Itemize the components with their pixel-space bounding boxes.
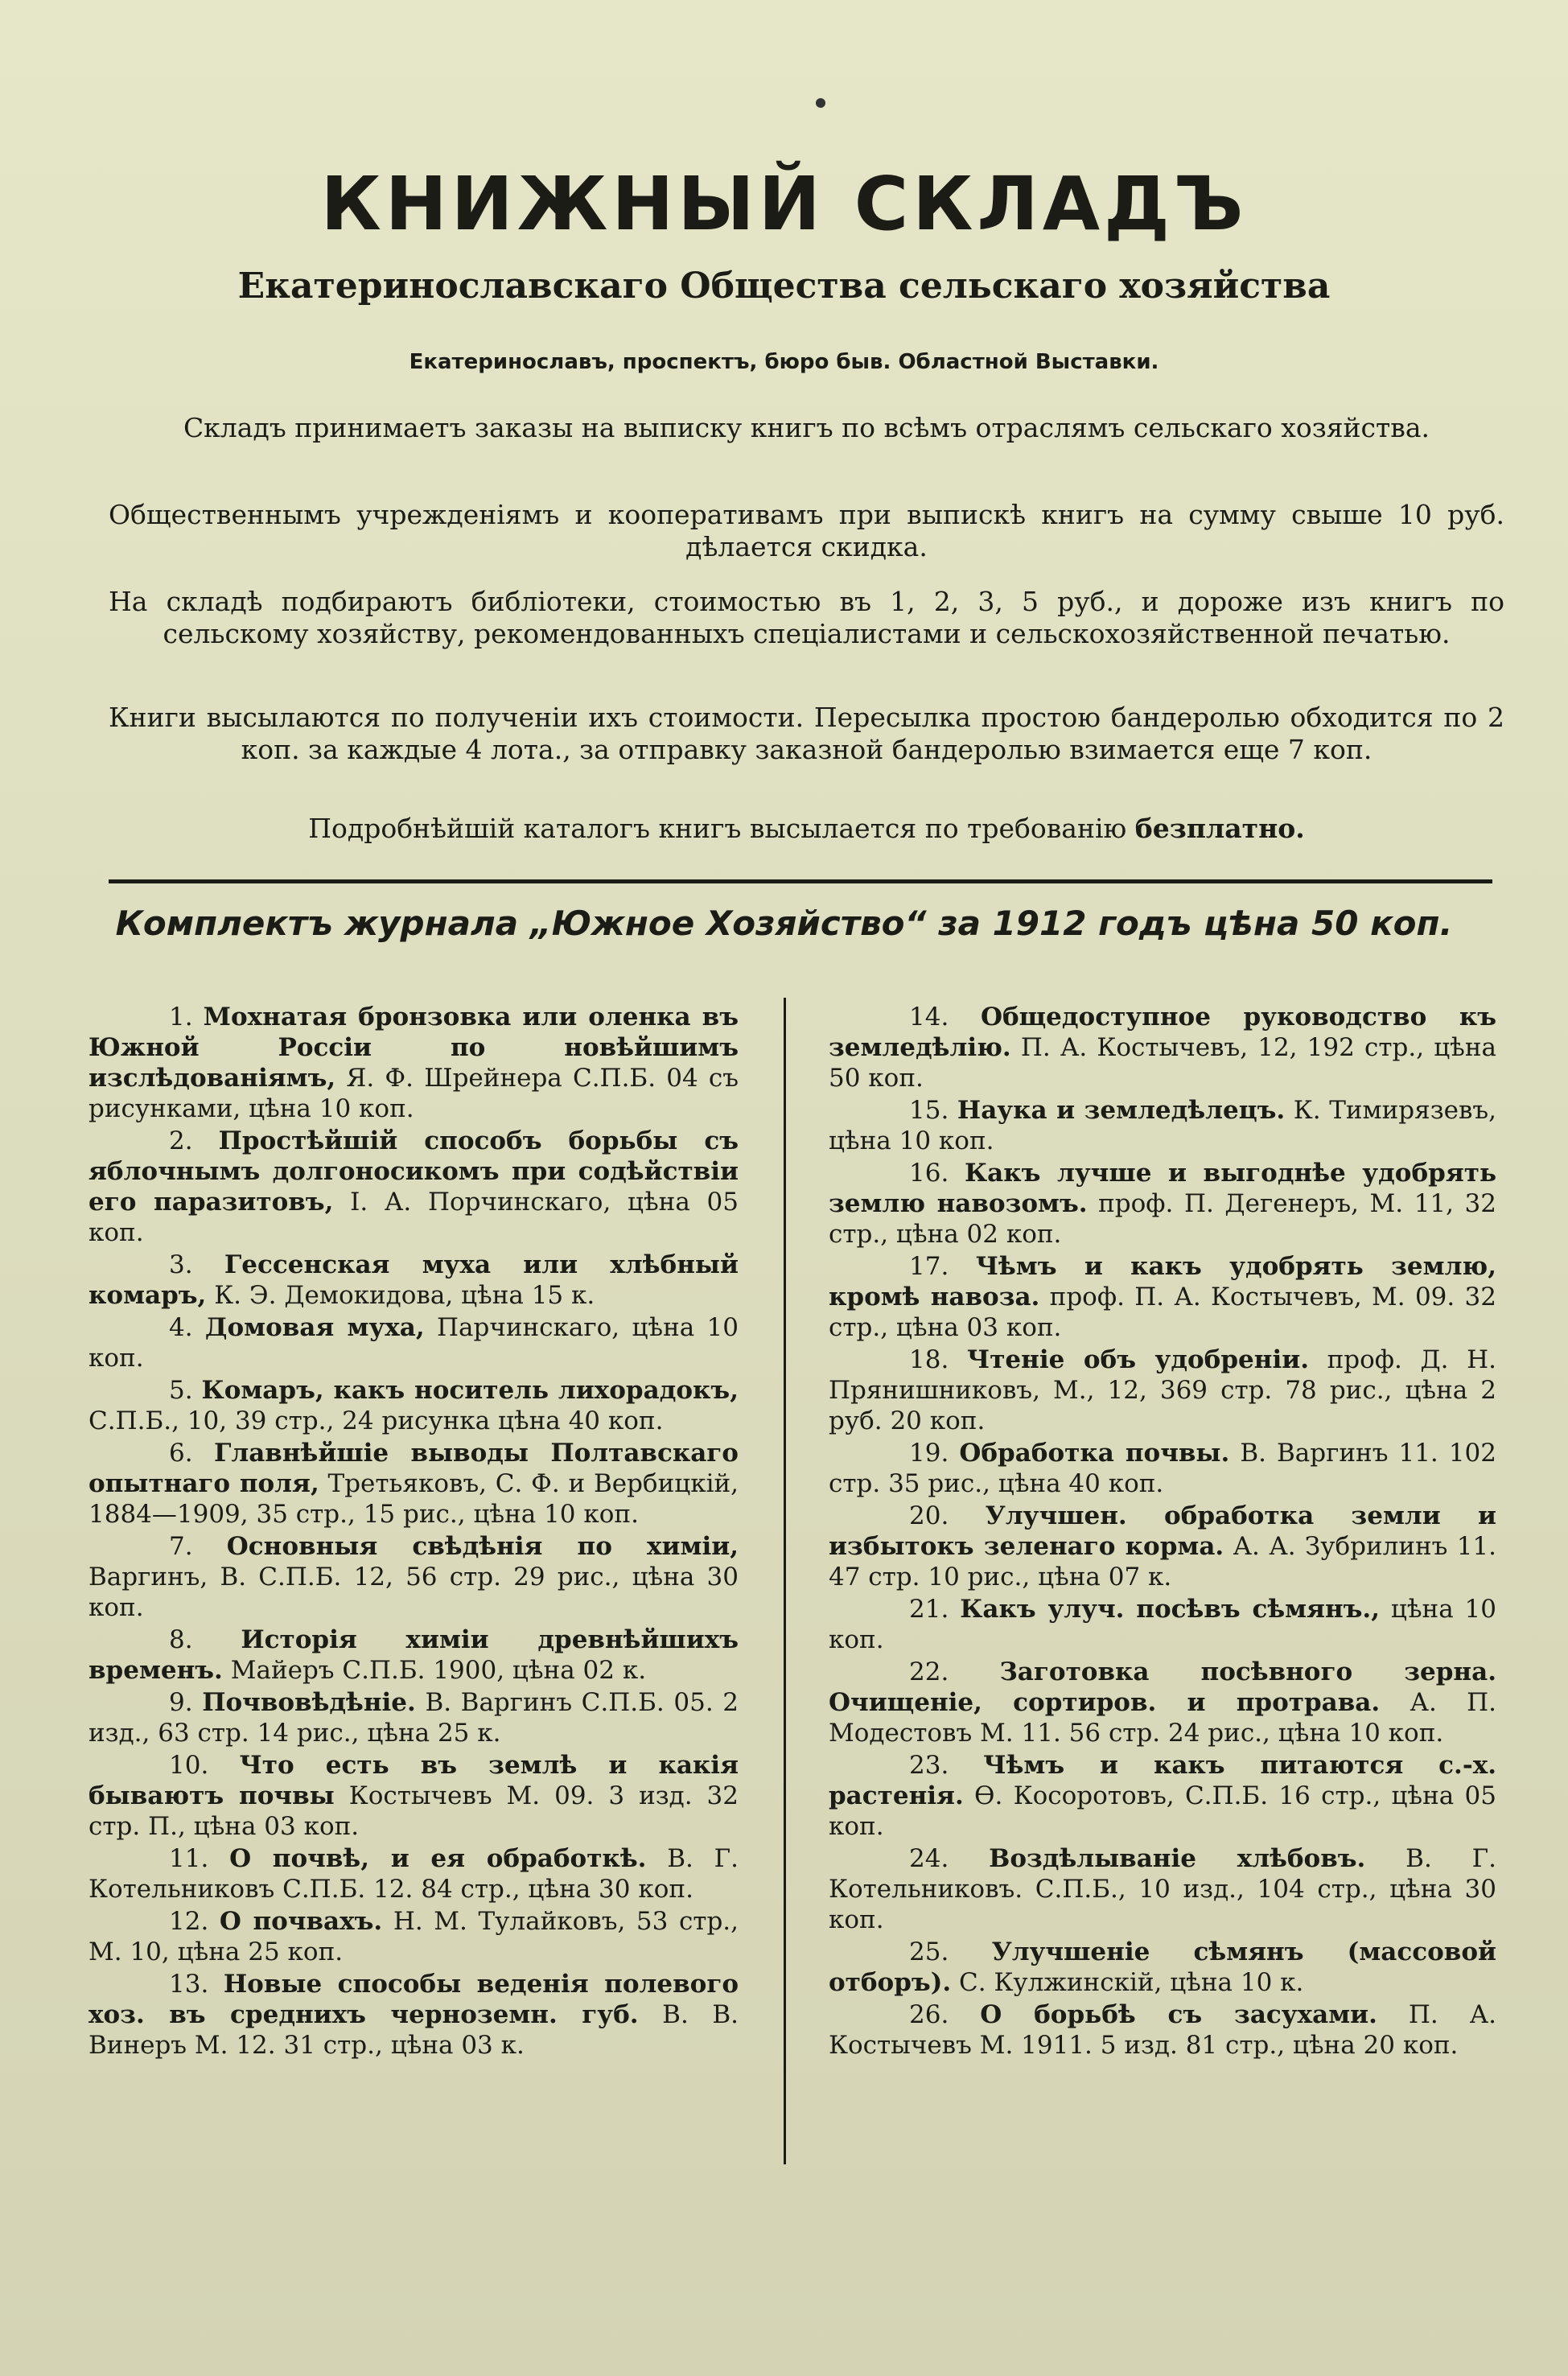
paragraph-discount: Общественнымъ учрежденіямъ и кооперативамъ при выпискѣ книгъ на сумму свыше 10 руб. дѣлается скидка.: [109, 499, 1504, 562]
book-details: Парчинскаго, цѣна 10 коп.: [88, 1313, 739, 1373]
ink-dot: [816, 98, 825, 108]
book-number: 1.: [169, 1003, 193, 1032]
book-details: В. Варгинъ 11. 102 стр. 35 рис., цѣна 40 коп.: [829, 1439, 1496, 1498]
book-details: Варгинъ, В. С.П.Б. 12, 56 стр. 29 рис., цѣна 30 коп.: [88, 1563, 739, 1622]
book-item: [88, 1375, 739, 1436]
book-details: проф. П. Дегенеръ, М. 11, 32 стр., цѣна 02 коп.: [829, 1189, 1496, 1249]
book-title: Чѣмъ и какъ питаются с.-х. растенія.: [829, 1751, 1496, 1810]
book-title: Улучшен. обработка земли и избытокъ зеленаго корма.: [829, 1501, 1496, 1561]
book-number: 16.: [909, 1159, 949, 1188]
book-title: О почвѣ, и ея обработкѣ.: [229, 1844, 647, 1873]
book-title: Исторія химіи древнѣйшихъ временъ.: [88, 1625, 739, 1685]
book-item: [829, 1843, 1496, 1935]
book-title: О борьбѣ съ засухами.: [980, 2000, 1377, 2029]
book-details: П. А. Костычевъ М. 1911. 5 изд. 81 стр., цѣна 20 коп.: [829, 2000, 1497, 2060]
book-title: Чѣмъ и какъ удобрять землю, кромѣ навоза.: [829, 1252, 1496, 1312]
paragraph-libraries: На складѣ подбираютъ библіотеки, стоимостью въ 1, 2, 3, 5 руб., и дороже изъ книгъ по сельскому хозяйству, рекомендованныхъ спеціалистами и сельскохозяйственной печатью.: [109, 586, 1504, 649]
book-item: [88, 1906, 739, 1967]
book-item: [88, 1312, 739, 1373]
book-details: Я. Ф. Шрейнера С.П.Б. 04 съ рисунками, цѣна 10 коп.: [88, 1064, 739, 1123]
book-item: [829, 1999, 1496, 2061]
book-details: проф. П. А. Костычевъ, М. 09. 32 стр., цѣна 03 коп.: [829, 1283, 1496, 1342]
society-name: Екатеринославскаго Общества сельскаго хозяйства: [237, 266, 1331, 307]
book-details: С. Кулжинскій, цѣна 10 к.: [959, 1968, 1304, 1997]
book-number: 6.: [169, 1439, 193, 1468]
book-number: 22.: [909, 1657, 949, 1686]
book-number: 15.: [909, 1096, 949, 1125]
book-number: 11.: [169, 1844, 209, 1873]
book-number: 23.: [909, 1751, 949, 1780]
paragraph-orders: Складъ принимаетъ заказы на выписку книгъ по всѣмъ отраслямъ сельскаго хозяйства.: [183, 412, 1430, 443]
book-title: Что есть въ землѣ и какія бываютъ почвы: [88, 1751, 739, 1810]
book-title: Простѣйшій способъ борьбы съ яблочнымъ долгоносикомъ при содѣйствіи его паразитовъ,: [88, 1126, 739, 1217]
book-title: Домовая муха,: [204, 1313, 425, 1342]
book-title: Какъ лучше и выгоднѣе удобрять землю навозомъ.: [829, 1159, 1496, 1218]
book-number: 2.: [169, 1126, 193, 1155]
book-item: [829, 1657, 1496, 1748]
book-title: Наука и земледѣлецъ.: [957, 1096, 1286, 1125]
book-item: [88, 1969, 739, 2061]
paragraph-shipping: Книги высылаются по полученіи ихъ стоимости. Пересылка простою бандеролью обходится по 2 коп. за каждые 4 лота., за отправку заказной бандеролью взимается еще 7 коп.: [109, 702, 1504, 765]
book-details: К. Э. Демокидова, цѣна 15 к.: [214, 1281, 595, 1310]
address-line: Екатеринославъ, проспектъ, бюро быв. Областной Выставки.: [409, 350, 1159, 374]
catalog-note-text: Подробнѣйшій каталогъ книгъ высылается по требованію: [308, 813, 1127, 844]
book-details: проф. Д. Н. Прянишниковъ, М., 12, 369 стр. 78 рис., цѣна 2 руб. 20 коп.: [829, 1345, 1497, 1435]
book-title: Воздѣлываніе хлѣбовъ.: [989, 1844, 1366, 1873]
book-item: [88, 1126, 739, 1248]
paragraph-catalog: [109, 813, 1504, 845]
book-title: Основныя свѣдѣнія по химіи,: [226, 1532, 739, 1561]
book-number: 25.: [909, 1937, 949, 1966]
page-title: КНИЖНЫЙ СКЛАДЪ: [320, 161, 1248, 247]
book-title: О почвахъ.: [219, 1907, 383, 1936]
book-details: В. Г. Котельниковъ С.П.Б. 12. 84 стр., цѣна 30 коп.: [88, 1844, 739, 1904]
book-item: [829, 1095, 1496, 1156]
catalog-note-emphasis: безплатно.: [1134, 813, 1305, 844]
book-item: [88, 1002, 739, 1124]
book-details: В. Варгинъ С.П.Б. 05. 2 изд., 63 стр. 14 рис., цѣна 25 к.: [88, 1688, 739, 1748]
book-details: Третьяковъ, С. Ф. и Вербицкій, 1884—1909, 35 стр., 15 рис., цѣна 10 коп.: [88, 1469, 739, 1529]
book-number: 17.: [909, 1252, 949, 1281]
book-details: А. П. Модестовъ М. 11. 56 стр. 24 рис., цѣна 10 коп.: [829, 1688, 1496, 1748]
book-number: 7.: [169, 1532, 193, 1561]
book-item: [88, 1250, 739, 1311]
book-title: Какъ улуч. посѣвъ сѣмянъ.,: [960, 1595, 1381, 1624]
book-title: Главнѣйшіе выводы Полтавскаго опытнаго поля,: [88, 1439, 739, 1498]
book-item: [829, 1438, 1496, 1499]
book-title: Мохнатая бронзовка или оленка въ Южной Россіи по новѣйшимъ изслѣдованіямъ,: [88, 1003, 739, 1093]
book-number: 24.: [909, 1844, 949, 1873]
book-title: Заготовка посѣвного зерна. Очищеніе, сортиров. и протрава.: [829, 1657, 1496, 1717]
book-details: Ѳ. Косоротовъ, С.П.Б. 16 стр., цѣна 05 коп.: [829, 1781, 1497, 1841]
book-item: [88, 1438, 739, 1530]
book-title: Гессенская муха или хлѣбный комаръ,: [88, 1250, 739, 1310]
book-item: [829, 1344, 1496, 1436]
book-list-left: [88, 1002, 739, 2062]
book-list-right: [829, 1002, 1496, 2062]
book-details: В. В. Винеръ М. 12. 31 стр., цѣна 03 к.: [88, 2000, 739, 2060]
book-number: 13.: [169, 1970, 209, 1999]
column-divider: [784, 998, 786, 2164]
book-details: С.П.Б., 10, 39 стр., 24 рисунка цѣна 40 коп.: [88, 1406, 664, 1435]
book-details: А. А. Зубрилинъ 11. 47 стр. 10 рис., цѣна 07 к.: [829, 1532, 1496, 1592]
book-details: П. А. Костычевъ, 12, 192 стр., цѣна 50 коп.: [829, 1033, 1496, 1093]
book-number: 5.: [169, 1376, 193, 1405]
book-item: [829, 1750, 1496, 1842]
book-item: [829, 1251, 1496, 1343]
book-item: [829, 1158, 1496, 1250]
book-item: [88, 1531, 739, 1623]
book-title: Почвовѣдѣніе.: [202, 1688, 416, 1717]
book-item: [829, 1937, 1496, 1998]
book-number: 4.: [169, 1313, 193, 1342]
section-divider: [109, 879, 1492, 883]
book-number: 19.: [909, 1439, 949, 1468]
book-title: Улучшеніе сѣмянъ (массовой отборъ).: [829, 1937, 1496, 1997]
book-details: Костычевъ М. 09. 3 изд. 32 стр. П., цѣна 03 коп.: [88, 1781, 739, 1841]
book-details: цѣна 10 коп.: [829, 1595, 1496, 1654]
book-number: 26.: [909, 2000, 949, 2029]
book-number: 10.: [169, 1751, 209, 1780]
book-item: [829, 1594, 1496, 1655]
book-title: Новые способы веденія полевого хоз. въ среднихъ черноземн. губ.: [88, 1970, 739, 2029]
book-title: Обработка почвы.: [959, 1439, 1230, 1468]
book-details: В. Г. Котельниковъ. С.П.Б., 10 изд., 104 стр., цѣна 30 коп.: [829, 1844, 1496, 1934]
book-details: Н. М. Тулайковъ, 53 стр., М. 10, цѣна 25 коп.: [88, 1907, 739, 1966]
book-title: Комаръ, какъ носитель лихорадокъ,: [201, 1376, 739, 1405]
journal-heading: Комплектъ журнала „Южное Хозяйство“ за 1912 годъ цѣна 50 коп.: [115, 904, 1453, 943]
book-number: 12.: [169, 1907, 209, 1936]
book-title: Чтеніе объ удобреніи.: [966, 1345, 1310, 1374]
book-title: Общедоступное руководство къ земледѣлію.: [829, 1003, 1496, 1062]
book-number: 14.: [909, 1003, 949, 1032]
book-number: 20.: [909, 1501, 949, 1530]
book-details: К. Тимирязевъ, цѣна 10 коп.: [829, 1096, 1496, 1155]
book-item: [88, 1624, 739, 1686]
book-number: 8.: [169, 1625, 193, 1654]
book-item: [88, 1750, 739, 1842]
book-details: Майеръ С.П.Б. 1900, цѣна 02 к.: [230, 1656, 647, 1685]
book-item: [829, 1002, 1496, 1093]
book-number: 9.: [169, 1688, 193, 1717]
book-details: I. А. Порчинскаго, цѣна 05 коп.: [88, 1188, 739, 1247]
book-item: [88, 1687, 739, 1748]
book-number: 21.: [909, 1595, 949, 1624]
book-item: [829, 1501, 1496, 1592]
book-item: [88, 1843, 739, 1905]
book-number: 18.: [909, 1345, 949, 1374]
book-number: 3.: [169, 1250, 193, 1279]
